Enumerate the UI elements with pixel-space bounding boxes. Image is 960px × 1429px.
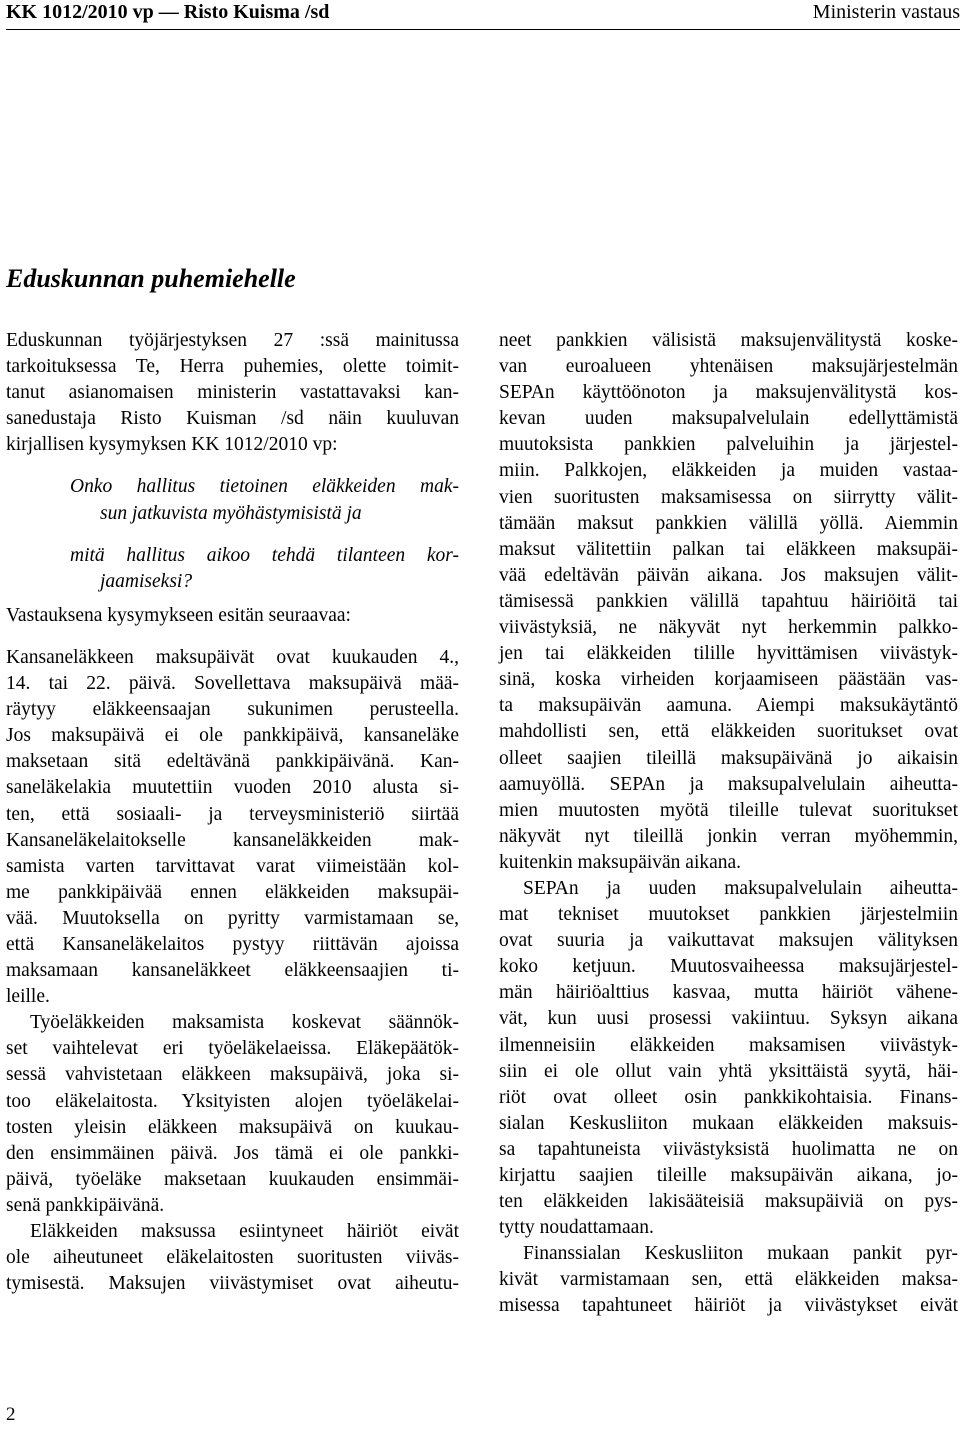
text-line: mien muutosten myötä tileille tulevat suoritukset (499, 799, 958, 821)
text-line: sanedustaja Risto Kuisman /sd näin kuuluvan (6, 408, 459, 430)
text-line: ta maksupäivän aamuna. Aiempi maksukäytäntö (499, 695, 958, 717)
text-line: sinä, koska virheiden korjaamiseen päästään vas- (499, 669, 958, 691)
text-line: ilmenneisiin eläkkeiden maksamisen viivästyk- (499, 1034, 958, 1056)
text-line: olleet saajien tileillä maksupäivänä jo aikaisin (499, 747, 958, 769)
text-line: Jos maksupäivä ei ole pankkipäivä, kansaneläke (6, 725, 459, 747)
text-line: neet pankkien välisistä maksujenvälitystä koske- (499, 330, 958, 351)
question-1 (6, 474, 459, 526)
text-line: kuitenkin maksupäivän aikana. (499, 851, 742, 873)
text-line: Kansaneläkkeen maksupäivät ovat kuukauden 4., (6, 646, 459, 668)
text-line: maksut välitettiin palkan tai eläkkeen maksupäi- (499, 538, 958, 560)
header-rule (6, 29, 960, 30)
right-column (499, 328, 958, 1320)
text-line: samista varten tarvittavat varat viimeistään kol- (6, 855, 459, 877)
answer-paragraph-6 (499, 1241, 958, 1319)
text-line: jaamiseksi? (100, 570, 193, 592)
text-line: kirjattu saajien tileille maksupäivän aikana, jo- (499, 1165, 958, 1186)
text-line: Eduskunnan työjärjestyksen 27 :ssä mainitussa (6, 330, 459, 351)
text-line: mahdollisti sen, että eläkkeiden suoritukset ovat (499, 721, 958, 743)
text-line: leille. (6, 986, 50, 1008)
text-line: ole aiheutuneet eläkelaitosten suoritusten viiväs- (6, 1247, 459, 1269)
text-line: kivät varmistamaan sen, että eläkkeiden maksa- (499, 1269, 958, 1291)
answer-paragraph-4 (499, 328, 958, 876)
text-line: sa tapahtuneista viivästyksistä huolimatta ne on (499, 1138, 958, 1160)
answer-intro: Vastauksena kysymykseen esitän seuraavaa: (6, 604, 351, 626)
text-line: sialan Keskusliiton mukaan eläkkeiden maksuis- (499, 1112, 958, 1134)
text-line: saneläkelakia muutettiin vuoden 2010 alusta si- (6, 777, 459, 799)
text-line: päivä, työeläke maksetaan kuukauden ensimmäi- (6, 1168, 459, 1190)
text-line: tymisestä. Maksujen viivästymiset ovat aiheutu- (6, 1273, 459, 1295)
text-line: Kansaneläkelaitokselle kansaneläkkeiden mak- (6, 829, 459, 851)
text-line: vien suoritusten maksamisessa on siirrytty välit- (499, 486, 958, 508)
text-line: näkyvät nyt tileillä jonkin verran myöhemmin, (499, 825, 958, 847)
text-line: tämisessä pankkien välillä tapahtuu häiriöitä tai (499, 590, 958, 612)
text-line: riöt ovat olleet osin pankkikohtaisia. Finans- (499, 1086, 958, 1108)
text-line: van euroalueen yhtenäisen maksujärjestelmän (499, 356, 958, 378)
document-reference: KK 1012/2010 vp — Risto Kuisma /sd (6, 1, 330, 23)
section-title: Ministerin vastaus (812, 1, 960, 23)
text-line: ten, että sosiaali- ja terveysministeriö siirtää (6, 803, 459, 825)
text-line: aamuyöllä. SEPAn ja maksupalvelulain aiheutta- (499, 773, 958, 795)
text-line: muutoksista pankkien palveluihin ja järjestel- (499, 434, 958, 456)
text-line: ovat suuria ja vaikuttavat maksujen välityksen (499, 930, 958, 952)
text-line: vää. Muutoksella on pyritty varmistamaan se, (6, 907, 459, 929)
text-line: mat tekniset muutokset pankkien järjestelmiin (499, 904, 958, 926)
text-line: viivästyksiä, ne näkyvät nyt herkemmin palkko- (499, 617, 958, 639)
text-line: että Kansaneläkelaitos pystyy riittävän ajoissa (6, 933, 459, 955)
text-line: Työeläkkeiden maksamista koskevat säännök- (30, 1012, 459, 1034)
text-line: Onko hallitus tietoinen eläkkeiden mak- (70, 476, 459, 498)
text-line: kevan uuden maksupalvelulain edellyttämistä (499, 408, 958, 430)
text-line: SEPAn käyttöönoton ja maksujenvälitystä kos- (499, 382, 958, 404)
question-2 (6, 543, 459, 595)
text-line: räytyy eläkkeensaajan sukunimen perusteella. (6, 699, 459, 721)
text-line: sun jatkuvista myöhästymisistä ja (100, 502, 362, 524)
left-column (6, 328, 459, 1297)
text-line: misessa tapahtuneet häiriöt ja viivästykset eivät (499, 1295, 958, 1317)
text-line: SEPAn ja uuden maksupalvelulain aiheutta- (523, 877, 958, 899)
text-line: jen tai eläkkeiden tilille hyvittämisen viivästyk- (499, 643, 958, 665)
answer-paragraph-1 (6, 645, 459, 1010)
text-line: vää edeltävän päivän aikana. Jos maksujen välit- (499, 564, 958, 586)
text-line: Eläkkeiden maksussa esiintyneet häiriöt eivät (30, 1221, 459, 1242)
text-line: too eläkelaitosta. Yksityisten alojen työeläkelai- (6, 1090, 459, 1112)
text-line: tarkoituksessa Te, Herra puhemies, olette toimit- (6, 356, 459, 378)
text-line: tämään maksut pankkien välillä yöllä. Aiemmin (499, 512, 958, 534)
text-line: kirjallisen kysymyksen KK 1012/2010 vp: (6, 434, 338, 456)
answer-paragraph-2 (6, 1010, 459, 1219)
text-line: siin ei ole ollut vain yhtä yksittäistä syytä, häi- (499, 1060, 958, 1082)
text-line: miin. Palkkojen, eläkkeiden ja muiden vastaa- (499, 460, 958, 482)
salutation-heading: Eduskunnan puhemiehelle (6, 264, 296, 293)
running-header (0, 0, 960, 32)
page-number: 2 (6, 1404, 16, 1425)
text-line: den ensimmäinen päivä. Jos tämä ei ole pankki- (6, 1142, 459, 1164)
text-line: ten eläkkeiden lakisääteisiä maksupäiviä on pys- (499, 1191, 958, 1213)
text-line: män häiriöalttius kasvaa, mutta häiriöt vähene- (499, 982, 958, 1004)
text-line: tosten yleisin eläkkeen maksupäivä on kuukau- (6, 1116, 459, 1138)
text-line: tanut asianomaisen ministerin vastattavaksi kan- (6, 382, 459, 404)
text-line: 14. tai 22. päivä. Sovellettava maksupäivä mää- (6, 673, 459, 695)
answer-paragraph-3 (6, 1219, 459, 1297)
text-line: me pankkipäivää ennen eläkkeiden maksupäi- (6, 881, 459, 903)
text-line: maksamaan kansaneläkkeet eläkkeensaajien ti- (6, 960, 459, 982)
text-line: maksetaan sitä edeltävänä pankkipäivänä. Kan- (6, 751, 459, 773)
text-line: vät, kun uusi prosessi vakiintuu. Syksyn aikana (499, 1008, 958, 1030)
text-line: sessä vahvistetaan eläkkeen maksupäivä, joka si- (6, 1064, 459, 1086)
text-line: Finanssialan Keskusliiton mukaan pankit pyr- (523, 1243, 958, 1265)
answer-paragraph-5 (499, 876, 958, 1241)
intro-paragraph (6, 328, 459, 458)
text-line: set vaihtelevat eri työeläkelaeissa. Eläkepäätök- (6, 1038, 459, 1060)
text-line: koko ketjuun. Muutosvaiheessa maksujärjestel- (499, 956, 958, 978)
text-line: mitä hallitus aikoo tehdä tilanteen kor- (70, 544, 459, 566)
text-line: tytty noudattamaan. (499, 1217, 654, 1239)
text-line: senä pankkipäivänä. (6, 1194, 165, 1216)
